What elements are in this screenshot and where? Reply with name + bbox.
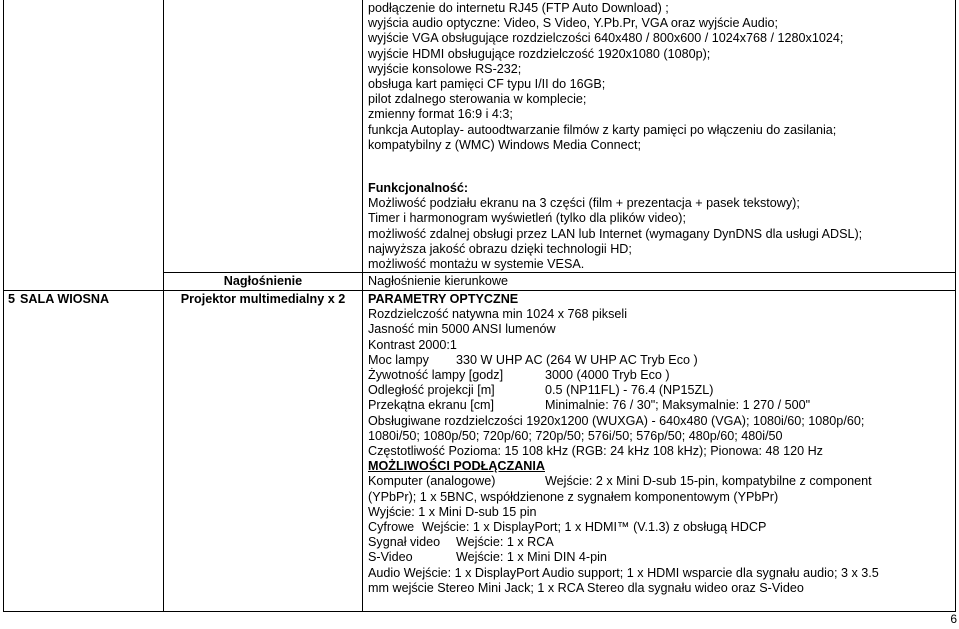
feature-line: zmienny format 16:9 i 4:3; [368,107,513,122]
lamp-life-spec [368,368,956,383]
room-name: SALA WIOSNA [20,292,110,306]
sound-label: Nagłośnienie [223,274,303,288]
audio-line: Audio Wejście: 1 x DisplayPort Audio support; 1 x HDMI wsparcie dla sygnału audio; 3 x 3.5 [368,565,879,580]
audio-line: mm wejście Stereo Mini Jack; 1 x RCA Stereo dla sygnału wideo oraz S-Video [368,580,804,595]
row-number: 5 [8,292,16,306]
features-list [368,1,956,153]
spec-value: 0.5 (NP11FL) - 76.4 (NP15ZL) [545,383,714,398]
feature-line: wyjście VGA obsługujące rozdzielczości 640x480 / 800x600 / 1024x768 / 1280x1024; [368,31,844,46]
spec-value: 3000 (4000 Tryb Eco ) [545,368,670,383]
spec-label: Sygnał video [368,535,441,550]
digital-spec [368,520,956,535]
computer-output-line: Wyjście: 1 x Mini D-sub 15 pin [368,504,537,519]
functionality-line: możliwość zdalnej obsługi przez LAN lub Internet (wymagany DynDNS dla usługi ADSL); [368,226,863,241]
diagonal-spec [368,398,956,413]
svideo-spec [368,550,956,565]
item-name: Projektor multimedialny x 2 [180,292,346,306]
feature-line: wyjścia audio optyczne: Video, S Video, Y.Pb.Pr, VGA oraz wyjście Audio; [368,16,779,31]
spec-label: Odległość projekcji [m] [368,383,495,398]
feature-line: obsługa kart pamięci CF typu I/II do 16GB; [368,77,606,92]
feature-line: wyjście konsolowe RS-232; [368,61,522,76]
functionality-line: możliwość montażu w systemie VESA. [368,257,585,272]
spec-value: Wejście: 1 x Mini DIN 4-pin [456,550,607,565]
optics-heading: PARAMETRY OPTYCZNE [368,292,519,306]
feature-line: funkcja Autoplay- autoodtwarzanie filmów z karty pamięci po włączeniu do zasilania; [368,122,837,137]
computer-input-line: (YPbPr); 1 x 5BNC, współdzienone z sygnałem komponentowym (YPbPr) [368,489,779,504]
throw-spec [368,383,956,398]
row-divider-row5 [3,290,956,291]
table-border-bottom [3,611,956,612]
functionality-heading: Funkcjonalność: [368,181,469,195]
page-number: 6 [950,611,957,626]
sound-value: Nagłośnienie kierunkowe [368,274,509,288]
column-divider-1 [163,0,164,611]
functionality-line: Możliwość podziału ekranu na 3 części (film + prezentacja + pasek tekstowy); [368,196,800,211]
lamp-spec [368,353,956,368]
column-divider-2 [362,0,363,611]
spec-label: Przekątna ekranu [cm] [368,398,494,413]
computer-input-line [368,474,956,489]
spec-value: Wejście: 2 x Mini D-sub 15-pin, kompatybilne z component [545,474,872,489]
spec-value: Wejście: 1 x RCA [456,535,554,550]
resolutions-line: Obsługiwane rozdzielczości 1920x1200 (WUXGA) - 640x480 (VGA); 1080i/60; 1080p/60; [368,413,865,428]
spec-label: Żywotność lampy [godz] [368,368,504,383]
feature-line: wyjście HDMI obsługujące rozdzielczość 1920x1080 (1080p); [368,46,711,61]
functionality-line: najwyższa jakość obrazu dzięki technologii HD; [368,241,632,256]
spec-value: Wejście: 1 x DisplayPort; 1 x HDMI™ (V.1.3) z obsługą HDCP [422,520,767,535]
projector-specs [368,292,956,596]
spec-line: Kontrast 2000:1 [368,337,457,352]
resolutions-line: 1080i/50; 1080p/50; 720p/60; 720p/50; 576i/50; 576p/50; 480p/60; 480i/50 [368,428,783,443]
spec-label: Cyfrowe [368,520,415,535]
feature-line: podłączenie do internetu RJ45 (FTP Auto Download) ; [368,1,669,15]
spec-value: Minimalnie: 76 / 30"; Maksymalnie: 1 270 / 500" [545,398,811,413]
spec-label: S-Video [368,550,413,565]
spec-value: 330 W UHP AC (264 W UHP AC Tryb Eco ) [456,352,698,367]
table-border-left [3,0,4,611]
feature-line: pilot zdalnego sterowania w komplecie; [368,92,587,107]
spec-label: Komputer (analogowe) [368,474,496,489]
spec-line: Rozdzielczość natywna min 1024 x 768 pikseli [368,307,628,322]
connectivity-heading: MOŻLIWOŚCI PODŁĄCZANIA [368,459,545,474]
video-spec [368,535,956,550]
functionality-line: Timer i harmonogram wyświetleń (tylko dla plików video); [368,211,686,226]
functionality-section [368,181,956,272]
frequency-line: Częstotliwość Pozioma: 15 108 kHz (RGB: 24 kHz 108 kHz); Pionowa: 48 120 Hz [368,444,823,459]
spec-line: Jasność min 5000 ANSI lumenów [368,322,556,337]
spec-label: Moc lampy [368,352,429,367]
feature-line: kompatybilny z (WMC) Windows Media Connect; [368,137,641,152]
